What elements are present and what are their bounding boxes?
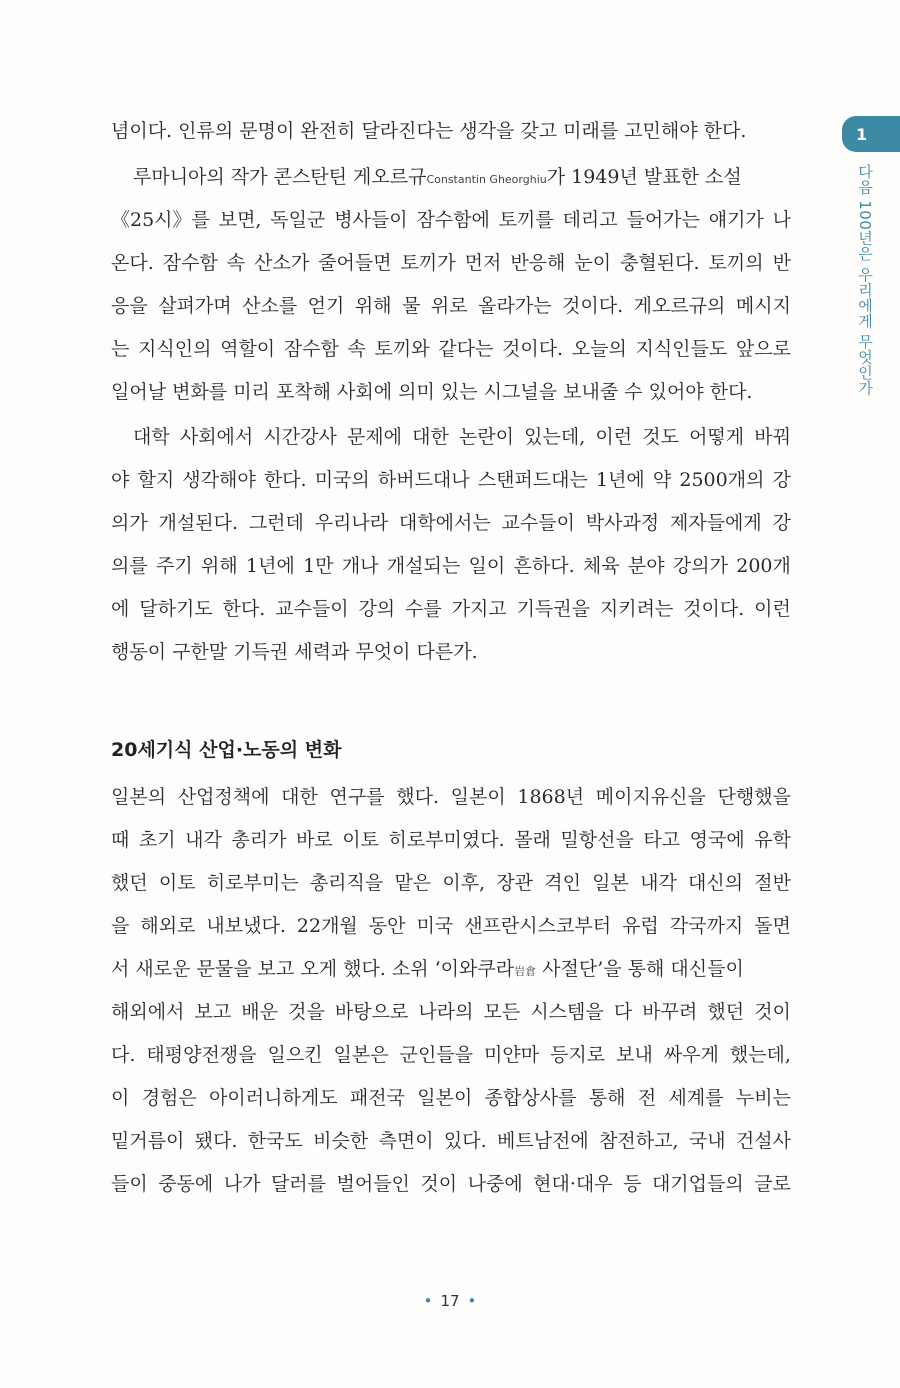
chapter-side-title: 다음 100년은 우리에게 무엇인가 xyxy=(856,164,874,396)
text-line xyxy=(133,165,791,190)
chapter-tab xyxy=(842,116,900,152)
text-line: 대학 사회에서 시간강사 문제에 대한 논란이 있는데, 이런 것도 어떻게 바꿔 xyxy=(133,426,791,448)
chapter-number: 1 xyxy=(856,124,868,144)
paragraph-2 xyxy=(111,165,791,405)
text-line: 야 할지 생각해야 한다. 미국의 하버드대나 스탠퍼드대는 1년에 약 2500개의 강 xyxy=(111,469,791,491)
text-line: 다. 태평양전쟁을 일으킨 일본은 군인들을 미얀마 등지로 보내 싸우게 했는데, xyxy=(111,1044,791,1066)
page-number-dot-right: • xyxy=(467,1292,477,1310)
paragraph-4 xyxy=(111,785,791,1197)
text-line: 《25시》를 보면, 독일군 병사들이 잠수함에 토끼를 데리고 들어가는 얘기가 나 xyxy=(111,209,791,231)
text-line: 일본의 산업정책에 대한 연구를 했다. 일본이 1868년 메이지유신을 단행했을 xyxy=(111,786,791,808)
text-line: 들이 중동에 나가 달러를 벌어들인 것이 나중에 현대·대우 등 대기업들의 글로 xyxy=(111,1173,791,1195)
text-line: 일어날 변화를 미리 포착해 사회에 의미 있는 시그널을 보내줄 수 있어야 한다. xyxy=(111,381,753,403)
text-line: 념이다. 인류의 문명이 완전히 달라진다는 생각을 갖고 미래를 고민해야 한다. xyxy=(111,120,747,142)
text-line: 때 초기 내각 총리가 바로 이토 히로부미였다. 몰래 밀항선을 타고 영국에 유학 xyxy=(111,829,791,851)
text-line: 행동이 구한말 기득권 세력과 무엇이 다른가. xyxy=(111,641,478,663)
text-line: 응을 살펴가며 산소를 얻기 위해 물 위로 올라가는 것이다. 게오르규의 메시지 xyxy=(111,295,791,317)
text-line xyxy=(111,957,791,982)
text-line: 온다. 잠수함 속 산소가 줄어들면 토끼가 먼저 반응해 눈이 충혈된다. 토끼의 반 xyxy=(111,252,791,274)
text-line: 했던 이토 히로부미는 총리직을 맡은 이후, 장관 격인 일본 내각 대신의 절반 xyxy=(111,872,791,894)
text-line: 밑거름이 됐다. 한국도 비슷한 측면이 있다. 베트남전에 참전하고, 국내 건설사 xyxy=(111,1130,791,1152)
text-line: 을 해외로 내보냈다. 22개월 동안 미국 샌프란시스코부터 유럽 각국까지 돌면 xyxy=(111,915,791,937)
page-number-dot-left: • xyxy=(423,1292,433,1310)
paragraph-3 xyxy=(111,425,791,665)
text-line: 의를 주기 위해 1년에 1만 개나 개설되는 일이 흔하다. 체육 분야 강의가 200개 xyxy=(111,555,791,577)
text-line: 에 달하기도 한다. 교수들이 강의 수를 가지고 기득권을 지키려는 것이다. 이런 xyxy=(111,598,791,620)
text-segment: 루마니아의 작가 콘스탄틴 게오르규Constantin Gheorghiu가 1949년 발표한 소설 xyxy=(133,166,742,188)
hanja-text: 岩倉 xyxy=(514,965,537,978)
text-segment: 서 새로운 문물을 보고 오게 했다. 소위 ‘이와쿠라岩倉 사절단’을 통해 대신들이 xyxy=(111,958,744,980)
text-line: 의가 개설된다. 그런데 우리나라 대학에서는 교수들이 박사과정 제자들에게 강 xyxy=(111,512,791,534)
section-heading: 20세기식 산업·노동의 변화 xyxy=(111,739,342,761)
paragraph-1 xyxy=(111,119,791,144)
text-line: 해외에서 보고 배운 것을 바탕으로 나라의 모든 시스템을 다 바꾸려 했던 것이 xyxy=(111,1001,791,1023)
page-number-value: 17 xyxy=(440,1292,460,1310)
text-line: 이 경험은 아이러니하게도 패전국 일본이 종합상사를 통해 전 세계를 누비는 xyxy=(111,1087,791,1109)
text-line: 는 지식인의 역할이 잠수함 속 토끼와 같다는 것이다. 오늘의 지식인들도 앞으로 xyxy=(111,338,791,360)
latin-name: Constantin Gheorghiu xyxy=(426,173,547,186)
page-number xyxy=(0,1292,900,1310)
